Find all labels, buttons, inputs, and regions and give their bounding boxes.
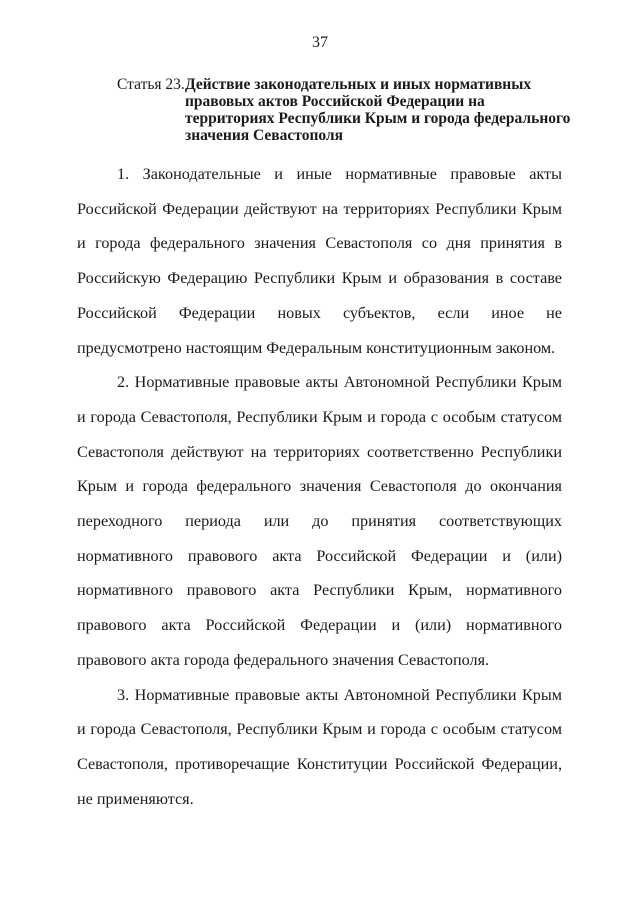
paragraph-3: 3. Нормативные правовые акты Автономной Республики Крым и города Севастополя, Республики Крым и города с особым статусом Севастополя, противоречащие Конституции Российской Федерации, не применяются. [77,685,562,808]
paragraph-1: 1. Законодательные и иные нормативные правовые акты Российской Федерации действуют на территориях Республики Крым и города федерального значения Севастополя со дня принятия в Российскую Федерацию Республики Крым и образования в составе Российской Федерации новых субъектов, если иное не предусмотрено настоящим Федеральным конституционным законом. [77,165,562,357]
page-number: 37 [312,34,328,51]
article-number: Статья 23. [117,76,185,93]
paragraph-2: 2. Нормативные правовые акты Автономной Республики Крым и города Севастополя, Республики Крым и города с особым статусом Севастополя действуют на территориях соответственно Республики Крым и города федерального значения Севастополя до окончания переходного периода или до принятия соответствующих нормативного правового акта Российской Федерации и (или) нормативного правового акта Республики Крым, нормативного правового акта Российской Федерации и (или) нормативного правового акта города федерального значения Севастополя. [77,373,562,669]
article-title: Действие законодательных и иных нормативных правовых актов Российской Федерации на территориях Республики Крым и города федерального значения Севастополя [185,76,571,144]
article-heading [117,76,577,144]
article-body [77,157,562,816]
